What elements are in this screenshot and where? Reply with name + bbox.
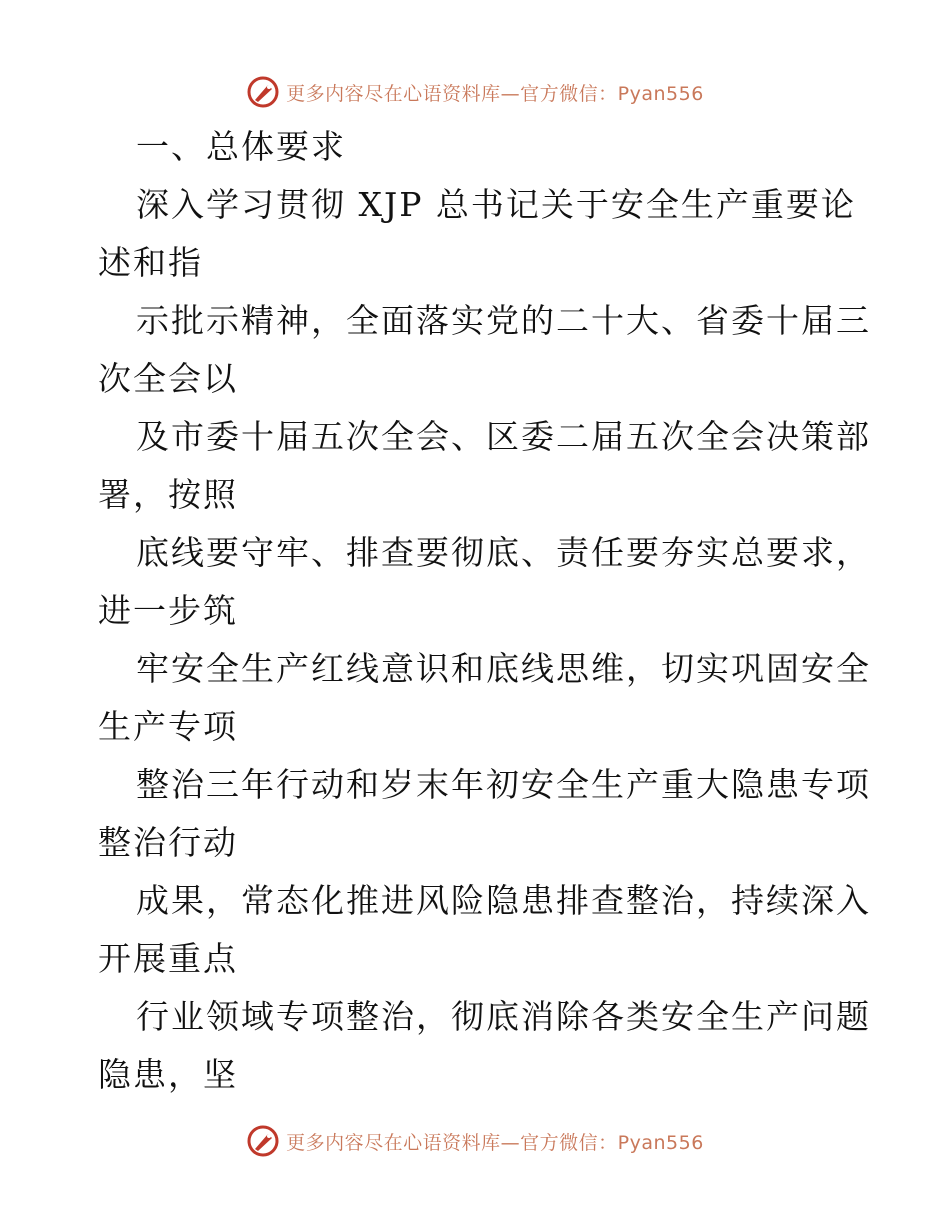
footer-watermark bbox=[0, 1121, 950, 1161]
body-line: 示批示精神，全面落实党的二十大、省委十届三 bbox=[136, 301, 871, 340]
section-heading: 一、总体要求 bbox=[136, 127, 346, 166]
body-line: 及市委十届五次全会、区委二届五次全会决策部 bbox=[136, 417, 871, 456]
body-line: 牢安全生产红线意识和底线思维，切实巩固安全 bbox=[136, 649, 871, 688]
body-line: 署，按照 bbox=[98, 475, 238, 514]
body-line: 深入学习贯彻 XJP 总书记关于安全生产重要论 bbox=[136, 185, 856, 224]
header-watermark bbox=[0, 72, 950, 112]
body-line: 述和指 bbox=[98, 243, 203, 282]
body-line: 生产专项 bbox=[98, 707, 238, 746]
body-line: 整治行动 bbox=[98, 823, 238, 862]
body-line: 底线要守牢、排查要彻底、责任要夯实总要求， bbox=[136, 533, 871, 572]
watermark-text: 更多内容尽在心语资料库—官方微信：Pyan556 bbox=[286, 82, 704, 105]
body-line: 整治三年行动和岁末年初安全生产重大隐患专项 bbox=[136, 765, 871, 804]
body-line: 行业领域专项整治，彻底消除各类安全生产问题 bbox=[136, 997, 871, 1036]
body-line: 隐患，坚 bbox=[98, 1055, 238, 1094]
pen-nib-logo-icon bbox=[246, 75, 280, 109]
body-line: 进一步筑 bbox=[98, 591, 238, 630]
document-body bbox=[98, 118, 871, 1104]
pen-nib-logo-icon bbox=[246, 1124, 280, 1158]
watermark-text: 更多内容尽在心语资料库—官方微信：Pyan556 bbox=[286, 1131, 704, 1154]
body-line: 成果，常态化推进风险隐患排查整治，持续深入 bbox=[136, 881, 871, 920]
body-line: 开展重点 bbox=[98, 939, 238, 978]
body-line: 次全会以 bbox=[98, 359, 238, 398]
